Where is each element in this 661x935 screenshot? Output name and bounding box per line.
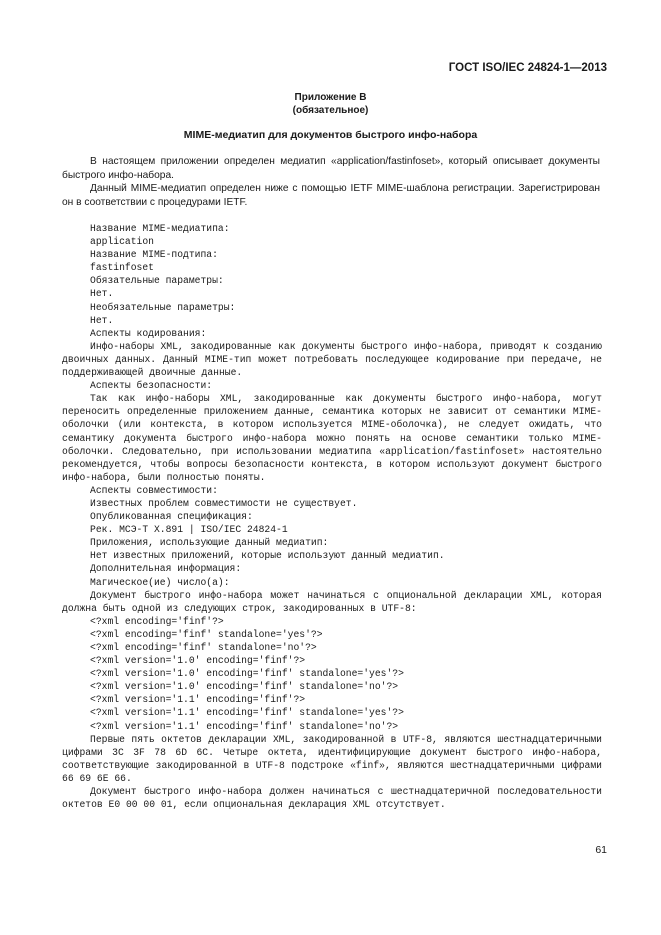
annex-title: Приложение В	[294, 92, 367, 103]
intro-section	[62, 155, 600, 209]
subtype-label: Название MIME-подтипа:	[90, 249, 218, 261]
registration-template	[62, 222, 608, 811]
subtype-value: fastinfoset	[90, 262, 154, 274]
optional-params-value: Нет.	[90, 314, 114, 326]
spec-value: Рек. МСЭ-Т X.891 | ISO/IEC 24824-1	[90, 524, 288, 536]
xml-decl-7: <?xml version='1.1' encoding='finf'?>	[90, 694, 306, 706]
compat-value: Известных проблем совместимости не существует.	[90, 497, 358, 509]
annex-heading	[0, 91, 661, 117]
intro-paragraph-1: В настоящем приложении определен медиатип «application/fastinfoset», который описывает документы быстрого инфо-набора.	[62, 156, 600, 181]
encoding-label: Аспекты кодирования:	[90, 327, 207, 339]
page-number: 61	[595, 844, 607, 856]
security-label: Аспекты безопасности:	[90, 380, 213, 392]
type-value: application	[90, 236, 154, 248]
octets-paragraph-2: Документ быстрого инфо-набора должен начинаться с шестнадцатеричной последовательности октетов E0 00 00 01, если опциональная декларация XML отсутствует.	[62, 786, 608, 811]
xml-decl-4: <?xml version='1.0' encoding='finf'?>	[90, 655, 306, 667]
xml-decl-5: <?xml version='1.0' encoding='finf' standalone='yes'?>	[90, 668, 404, 680]
apps-value: Нет известных приложений, которые используют данный медиатип.	[90, 550, 445, 562]
xml-decl-2: <?xml encoding='finf' standalone='yes'?>	[90, 628, 323, 640]
required-params-value: Нет.	[90, 288, 114, 300]
xml-decl-1: <?xml encoding='finf'?>	[90, 615, 224, 627]
spec-label: Опубликованная спецификация:	[90, 511, 253, 523]
xml-decl-8: <?xml version='1.1' encoding='finf' standalone='yes'?>	[90, 707, 404, 719]
apps-label: Приложения, использующие данный медиатип:	[90, 537, 329, 549]
xml-decl-6: <?xml version='1.0' encoding='finf' standalone='no'?>	[90, 681, 399, 693]
type-label: Название MIME-медиатипа:	[90, 223, 230, 234]
octets-paragraph-1: Первые пять октетов декларации XML, закодированной в UTF-8, являются шестнадцатеричными цифрами 3C 3F 78 6D 6C. Четыре октета, идентифицирующие документ быстрого инфо-набора, соответствующие закодированной в UTF-8 подстроке «finf», являются шестнадцатеричными цифрами 66 69 6E 66.	[62, 733, 608, 784]
optional-params-label: Необязательные параметры:	[90, 301, 236, 313]
annex-status: (обязательное)	[292, 105, 369, 116]
page-title: MIME-медиатип для документов быстрого инфо-набора	[183, 129, 478, 141]
required-params-label: Обязательные параметры:	[90, 275, 224, 287]
additional-info-label: Дополнительная информация:	[90, 563, 242, 575]
intro-paragraph-2: Данный MIME-медиатип определен ниже с помощью IETF MIME-шаблона регистрации. Зарегистрирован он в соответствии с процедурами IETF.	[62, 183, 600, 208]
xml-decl-9: <?xml version='1.1' encoding='finf' standalone='no'?>	[90, 720, 399, 732]
magic-label: Магическое(ие) число(а):	[90, 576, 230, 588]
encoding-text: Инфо-наборы XML, закодированные как документы быстрого инфо-набора, приводят к созданию двоичных данных. Данный MIME-тип может потребовать последующее кодирование при передаче, не поддерживающей двоичные данные.	[62, 340, 608, 379]
compat-label: Аспекты совместимости:	[90, 484, 218, 496]
xml-decl-3: <?xml encoding='finf' standalone='no'?>	[90, 642, 317, 653]
magic-text: Документ быстрого инфо-набора может начинаться с опциональной декларации XML, которая должна быть одной из следующих строк, закодированных в UTF-8:	[62, 589, 608, 614]
standard-header: ГОСТ ISO/IEC 24824-1—2013	[448, 62, 607, 74]
security-text: Так как инфо-наборы XML, закодированные как документы быстрого инфо-набора, могут переносить определенные приложением данные, семантика которых не зависит от семантики MIME-оболочки (или контекста, в котором используется MIME-оболочка), не следует ожидать, что семантику документа быстрого инфо-набора можно понять на основе семантики только MIME-оболочки. Следовательно, при использовании медиатипа «application/fastinfoset» настоятельно рекомендуется, чтобы вопросы безопасности контекста, в котором используют документ быстрого инфо-набора, были полностью поняты.	[62, 393, 608, 483]
